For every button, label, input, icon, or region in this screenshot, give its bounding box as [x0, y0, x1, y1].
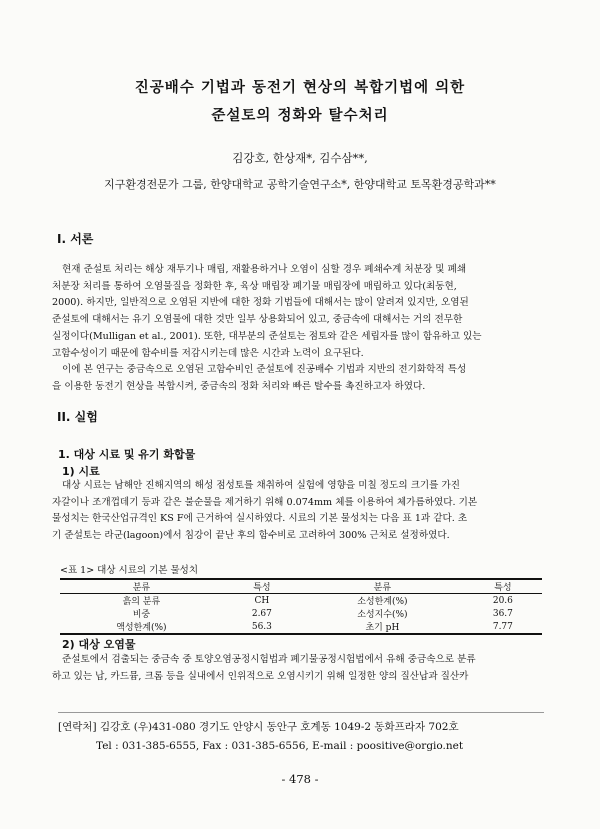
table-cell: 흙의 분류 — [122, 597, 161, 607]
table-header-cell: 분류 — [301, 579, 464, 594]
text-line: 을 이용한 동전기 현상을 복합시켜, 중금속의 정화 처리와 빠른 탈수를 촉진하고자 하였다. — [52, 380, 426, 392]
contact-phone-email: Tel : 031-385-6555, Fax : 031-385-6556, E-mail : poositive@orgio.net — [96, 740, 464, 752]
section-heading-experiment: II. 실험 — [57, 410, 98, 424]
text-line: 고함수성이기 때문에 함수비를 저감시키는데 많은 시간과 노력이 요구된다. — [52, 347, 364, 359]
table-caption: <표 1> 대상 시료의 기본 물성치 — [60, 565, 199, 576]
table-cell: 36.7 — [492, 608, 513, 619]
table-row — [60, 620, 542, 634]
text-line: 물성치는 한국산업규격인 KS F에 근거하여 실시하였다. 시료의 기본 물성치는 다음 표 1과 같다. 초 — [52, 513, 468, 525]
text-line: 이에 본 연구는 중금속으로 오염된 고함수비인 준설토에 진공배수 기법과 지반의 전기화학적 특성 — [62, 364, 467, 375]
text-line: 2000). 하지만, 일반적으로 오염된 지반에 대한 정화 기법들에 대해서는 많이 알려져 있지만, 오염된 — [52, 297, 469, 309]
table-cell: 20.6 — [492, 595, 513, 606]
table-header-cell: 특성 — [464, 579, 542, 594]
table-cell: 소성한계(%) — [357, 597, 408, 607]
table-header-cell: 분류 — [60, 579, 223, 594]
subheading-samples-compounds: 1. 대상 시료 및 유기 화합물 — [58, 448, 196, 461]
table-cell: 소성지수(%) — [357, 610, 408, 620]
table-cell: 2.67 — [251, 608, 272, 619]
text-line: 하고 있는 납, 카드뮴, 크롬 등을 실내에서 인위적으로 오염시키기 위해 일정한 양의 질산납과 질산카 — [52, 670, 469, 682]
subheading-sample: 1) 시료 — [62, 465, 100, 478]
contaminant-paragraph — [52, 652, 550, 685]
properties-table — [60, 578, 542, 635]
title-line-1: 진공배수 기법과 동전기 현상의 복합기법에 의한 — [134, 80, 466, 96]
text-line: 대상 시료는 남해안 진해지역의 해성 점성토를 채취하여 실험에 영향을 미칠 정도의 크기를 가진 — [62, 480, 461, 491]
intro-paragraph-2 — [52, 362, 550, 395]
title-line-2: 준설토의 정화와 탈수처리 — [211, 108, 389, 124]
contact-info — [58, 718, 463, 756]
page-number: - 478 - — [281, 772, 319, 786]
table-row — [60, 594, 542, 608]
table-row — [60, 607, 542, 620]
text-line: 현재 준설토 처리는 해상 재투기나 매립, 재활용하거나 오염이 심할 경우 폐쇄수계 처분장 및 폐쇄 — [62, 264, 467, 275]
table-header-cell: 특성 — [223, 579, 301, 594]
authors: 김강호, 한상재*, 김수삼**, — [232, 151, 368, 165]
footnote-divider — [58, 712, 544, 713]
section-heading-introduction: I. 서론 — [57, 232, 94, 246]
table-header-row — [60, 579, 542, 594]
sample-paragraph — [52, 478, 550, 545]
text-line: 기 준설토는 라군(lagoon)에서 침강이 끝난 후의 함수비로 고려하여 300% 근처로 설정하였다. — [52, 530, 450, 542]
table-cell: 비중 — [132, 610, 151, 620]
table-cell: 7.77 — [464, 620, 542, 634]
text-line: 처분장 처리를 통하여 오염물질을 정화한 후, 육상 매립장 폐기물 매립장에 매립하고 있다(최동현, — [52, 280, 457, 292]
subheading-target-contaminants: 2) 대상 오염물 — [62, 638, 136, 651]
table-cell: CH — [254, 595, 270, 606]
text-line: 실정이다(Mulligan et al., 2001). 또한, 대부분의 준설토는 점토와 같은 세립자를 많이 함유하고 있는 — [52, 330, 482, 342]
table-cell: 56.3 — [223, 620, 301, 634]
text-line: 자갈이나 조개껍데기 등과 같은 불순물을 제거하기 위해 0.074mm 체를 이용하여 체가름하였다. 기본 — [52, 496, 478, 508]
text-line: 준설토에서 검출되는 중금속 중 토양오염공정시험법과 폐기물공정시험법에서 유해 중금속으로 분류 — [62, 654, 476, 665]
intro-paragraph-1 — [52, 262, 550, 362]
table-cell: 액성한계(%) — [60, 620, 223, 634]
text-line: 준설토에 대해서는 유기 오염물에 대한 것만 일부 상용화되어 있고, 중금속에 대해서는 거의 전무한 — [52, 314, 463, 326]
contact-address: [연락처] 김강호 (우)431-080 경기도 안양시 동안구 호계동 1049-2 동화프라자 702호 — [58, 721, 459, 733]
affiliations: 지구환경전문가 그룹, 한양대학교 공학기술연구소*, 한양대학교 토목환경공학과** — [104, 178, 496, 191]
table-cell: 초기 pH — [301, 620, 464, 634]
